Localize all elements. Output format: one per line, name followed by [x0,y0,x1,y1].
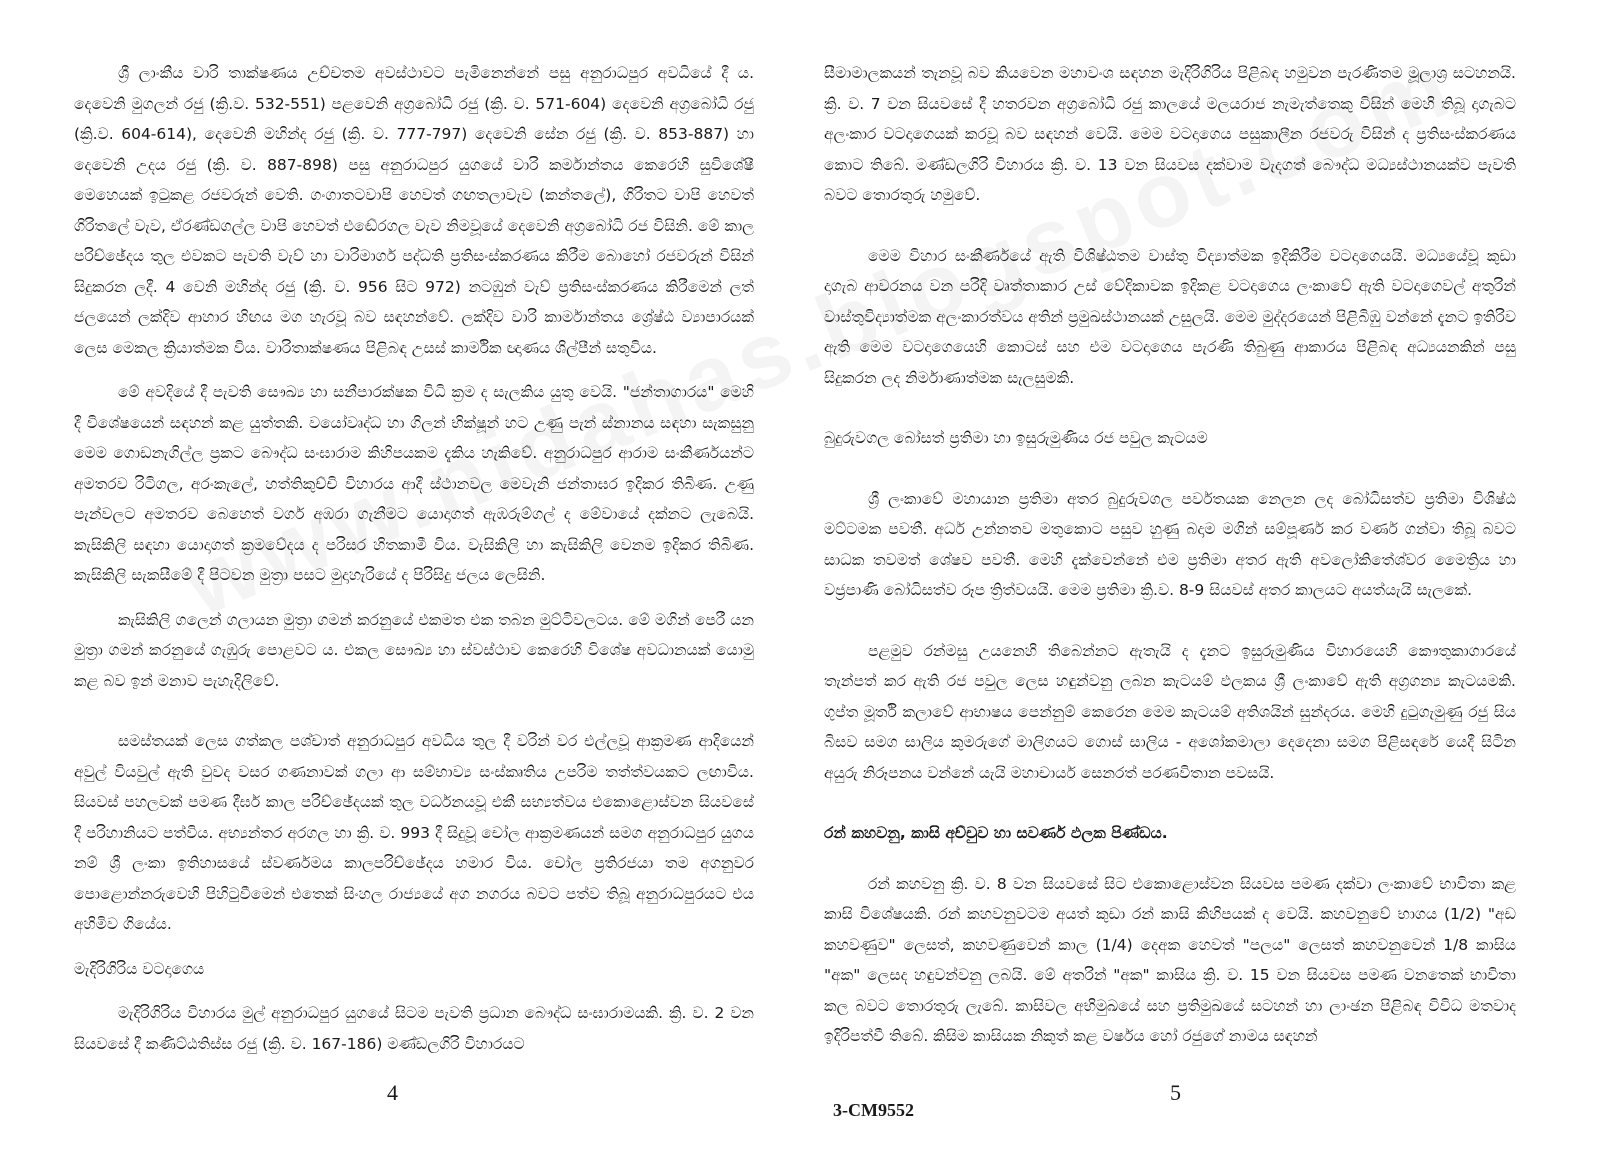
left-page [74,58,754,1059]
paragraph: ශ්‍රී ලාංකීය වාරි තාක්ෂණය උච්චතම අවස්ථාවට පැමිනෙන්නේ පසු අනුරාධපුර අවධියේ දී ය. දෙවෙනි මුගලන් රජු (ක්‍රි.ව. 532-551) පළවෙනි අග්‍රබෝධි රජු (ක්‍රි. ව. 571-604) දෙවෙනි අග්‍රබෝධි රජු (ක්‍රි.ව. 604-614), දෙවෙනි මහින්ද රජු (ක්‍රි. ව. 777-797) දෙවෙනි සේන රජු (ක්‍රි. ව. 853-887) හා දෙවෙනි උදය රජු (ක්‍රි. ව. 887-898) පසු අනුරාධපුර යුගයේ වාරි කර්මාන්තය කෙරෙහි සුවිශේෂී මෙහෙයක් ඉටුකළ රජවරුන් වෙති. ගංගාතටවාපි හෙවත් ගඟතලාවැව (කන්තලේ), ගිරිතට වාපි හෙවත් ගිරිතලේ වැව, ඒරණ්ඩගල්ල වාපි හෙවත් එඬේරගල වැව නිමවූයේ දෙවෙනි අග්‍රබෝධි රජ විසිනි. මේ කාල පරිච්ඡේදය තුල එවකට පැවති වැව් හා වාරිමාර්ග පද්ධති ප්‍රතිසංස්කරණය කිරීම බොහෝ රජවරුන් විසින් සිදුකරන ලදී. 4 වෙනි මහින්ද රජු (ක්‍රි. ව. 956 සිට 972) නටඹුන් වැව් ප්‍රතිසංස්කරණය කිරීමෙන් ලත් ජලයෙන් ලක්දිව ආහාර හිඟය මග හැරවූ බව සඳහන්වේ. ලක්දිව වාරි කාර්මාන්තය ශ්‍රේෂ්ඨ ව්‍යාපාරයක් ලෙස මෙකල ක්‍රියාත්මක විය. වාරිතාක්ෂණය පිළිබඳ උසස් කාර්මික ඥාණය ශිල්පීන් සතුවිය. [74,64,754,357]
paragraph: රන් කහවනු ක්‍රි. ව. 8 වන සියවසේ සිට එකොළොස්වන සියවස පමණ දක්වා ලංකාවේ භාවිතා කළ කාසි විශේෂයකි. රන් කහවනුවටම අයත් කුඩා රන් කාසි කිහිපයක් ද වෙයි. කහවනුවේ භාගය (1/2) "අඩ කහවණුව" ලෙසත්, කහවණුවෙන් කාල (1/4) දෙඅක හෙවත් "පලය" ලෙසත් කහවනුවෙන් 1/8 කාසිය "අක" ලෙසද හඳුවන්වනු ලබයි. මේ අතරින් "අක" කාසිය ක්‍රි. ව. 15 වන සියවස පමණ වනතෙක් භාවිතා කල බවට තොරතුරු ලැබේ. කාසිවල අභිමුඛයේ සහ ප්‍රතිමුඛයේ සටහන් හා ලාංඡන පිළිබඳ විවිධ මතවාද ඉදිරිපත්වී තිබේ. කිසිම කාසියක නිකුත් කළ වර්ෂය හෝ රජුගේ නාමය සඳහන් [824,874,1516,1045]
paragraph: සමස්තයක් ලෙස ගත්කල පශ්චාත් අනුරාධපුර අවධිය තුල දී වරින් වර එල්ලවූ ආක්‍රමණ ආදියෙන් අවුල් වියවුල් ඇති වුවද වසර ගණනාවක් ගලා ආ සම්භාව්‍ය සංස්කෘතිය උපරිම තත්ත්වයකට ලඟාවිය. සියවස් පහලවක් පමණ දීර්ඝ කාල පරිච්ඡේදයක් තුල වර්ධනයවූ එකී සභ්‍යත්වය එකොළොස්වන සියවසේ දී පරිහානියට පත්විය. අභ්‍යන්තර අරගල හා ක්‍රි. ව. 993 දී සිදුවූ චෝල ආක්‍රමණයන් සමග අනුරාධපුර යුගය නම් ශ්‍රී ලංකා ඉතිහාසයේ ස්වර්ණමය කාලපරිච්ඡේදය හමාර විය. චෝල ප්‍රතිරජයා තම අගනුවර පොළොන්නරුවෙහි පිහිටුවීමෙන් එතෙක් සිංහල රාජ්‍යයේ අග නගරය බවට පත්ව තිබූ අනුරාධපුරයට එය අහිමිව ගියේය. [74,732,754,933]
paragraph: මේ අවදියේ දී පැවති සෞඛ්‍ය හා සනීපාරක්ෂක විධි ක්‍රම ද සැලකිය යුතු වෙයි. "ජන්තාගාරය" මෙහි දී විශේෂයෙන් සඳහන් කළ යුත්තකි. වයෝවෘද්ධ හා ගිලන් භික්ෂූන් හට උණු පැන් ස්නානය සඳහා සැකසුනු මෙම ගොඩනැගිල්ල ප්‍රකට බෞද්ධ සංඝාරාම කිහිපයකම දැකිය හැකිවේ. අනුරාධපුර ආරාම සංකීර්ණයන්ට අමතරව රිටිගල, අරංකැලේ, හත්තිකුච්චි විහාරය ආදී ස්ථානවල මෙවැනි ජන්තාඝර ඉදිකර තිබිණ. උණු පැන්වලට අමතරව බෙහෙත් වර්ග අඹරා ගැනීමට යොදාගත් ඇඹරුම්ගල් ද මේවායේ දක්නට ලැබෙයි. කැසිකිලි සඳහා යොදාගත් ක්‍රමවේදය ද පරිසර හිතකාමී විය. වැසිකිලි හා කැසිකිලි වෙනම ඉදිකර තිබිණ. කැසිකිලි සැකසීමේ දී පිටවන මුත්‍රා පසට මුදාහැරියේ ද පිරිසිදු ජලය ලෙසිනි. [74,383,754,584]
section-heading: මැදිරිගිරිය වටදාගෙය [74,959,205,978]
page-number-right: 5 [1170,1080,1181,1105]
page-number-left: 4 [387,1080,398,1105]
paragraph: කැසිකිලි ගලෙන් ගලායන මුත්‍රා ගමන් කරනුයේ එකමත එක තබන මුට්ටිවලටය. මේ මගින් පෙරී යන මුත්‍රා ගමන් කරනුයේ ගැඹුරු පොළවට ය. එකල සෞඛ්‍ය හා ස්වස්ථාව කෙරෙහි විශේෂ අවධානයක් යොමු කළ බව ඉන් මනාව පැහැදිලිවේ. [74,610,754,690]
section-heading: රන් කහවනු, කාසි අච්චුව හා සවර්ණ ඵලක පිණ්ඩය. [824,824,1168,842]
paragraph: පළමුව රන්මසු උයනෙහි තිබෙන්නට ඇතැයි ද දැනට ඉසුරුමුණිය විහාරයෙහි කෞතුකාගාරයේ තැන්පත් කර ඇති රජ පවුල ලෙස හඳුන්වනු ලබන කැටයම් ඵලකය ශ්‍රී ලංකාවේ ඇති අග්‍රගන්‍ය කැටයමකි. ගුප්ත මූර්ති කලාවේ ආභාෂය පෙන්නුම් කෙරෙන මෙම කැටයම් අතිශයින් සුන්දරය. මෙහි දුටුගැමුණු රජු සිය බිසව සමග සාලිය කුමරුගේ මාලිගයට ගොස් සාලිය - අශෝකමාලා දෙදෙනා සමග පිළිසඳරේ යෙදී සිටින අයුරු නිරූපනය වන්නේ යැයි මහාචාර්ය සෙනරත් පරණවිතාන පවසයි. [824,641,1516,782]
paragraph: මෙම විහාර සංකීර්ණයේ ඇති විශිෂ්ඨතම වාස්තු විද්‍යාත්මක ඉදිකිරීම වටදාගෙයයි. මධ්‍යයේවූ කුඩා දාගැබ ආවරනය වන පරිදි වෘත්තාකාර උස් වේදිකාවක ඉදිකළ වටදාගෙය ලංකාවේ ඇති වටදාගෙවල් අතුරින් වාස්තුවිද්‍යාත්මක අලංකාරත්වය අතින් ප්‍රමුඛස්ථානයක් උසුලයි. මෙම මුද්දරයෙන් පිළිබිඹු වන්නේ දැනට ඉතිරිව ඇති මෙම වටදාගෙයෙහි කොටස් සහ එම වටදාගෙය පැරණි තිබුණු ආකාරය පිළිබඳ අධ්‍යයනකින් පසු සිදුකරන ලද නිර්මාණාත්මක සැලසුමකි. [824,246,1516,387]
section-heading: බුදුරුවගල බෝසත් ප්‍රතිමා හා ඉසුරුමුණිය රජ පවුල කැටයම [824,429,1208,447]
print-code: 3-CM9552 [833,1100,914,1120]
paragraph: ශ්‍රී ලංකාවේ මහායාන ප්‍රතිමා අතර බුදුරුවගල පර්වතයක නෙලන ලද බෝධිසත්ව ප්‍රතිමා විශිෂ්ඨ මට්ටමක පවතී. අර්ධ උන්නතව මතුකොට පසුව හුණු බදාම මගින් සම්පූර්ණ කර වර්ණ ගන්වා තිබූ බවට සාධක තවමත් ශේෂව පවතී. මෙහි දැක්වෙන්නේ එම ප්‍රතිමා අතර ඇති අවලෝකිතේශ්වර මෛත්‍රිය හා වජ්‍රපාණි බෝධිසත්ව රූප ත්‍රිත්වයයි. මෙම ප්‍රතිමා ක්‍රි.ව. 8-9 සියවස් අතර කාලයට අයත්යැයි සැලකේ. [824,489,1516,599]
continued-paragraph: සීමාමාලකයන් තැනවූ බව කියවෙන මහාවංශ සඳහන මැදිරිගිරිය පිළිබඳ හමුවන පැරණිතම මූලාශ්‍ර සටහනයි. ක්‍රි. ව. 7 වන සියවසේ දී හතරවන අග්‍රබෝධි රජු කාලයේ මලයරාජ නැමැත්තෙකු විසින් මෙහි තිබූ දාගැබට අලංකාර වටදාගෙයක් කරවූ බව සඳහන් වෙයි. මෙම වටදාගෙය පසුකාලීන රජවරු විසින් ද ප්‍රතිසංස්කරණය කොට තිබේ. මණ්ඩලගිරි විහාරය ක්‍රි. ව. 13 වන සියවස දක්වාම වැදගත් බෞද්ධ මධ්‍යස්ථානයක්ව පැවති බවට තොරතුරු හමුවේ. [824,64,1516,204]
right-page [824,58,1516,1052]
paragraph: මැදිරිගිරිය විහාරය මුල් අනුරාධපුර යුගයේ සිටම පැවති ප්‍රධාන බෞද්ධ සංඝාරාමයකි. ක්‍රි. ව. 2 වන සියවසේ දී කණිට්ඨතිස්ස රජු (ක්‍රි. ව. 167-186) මණ්ඩලගිරි විහාරයට [74,1004,754,1053]
